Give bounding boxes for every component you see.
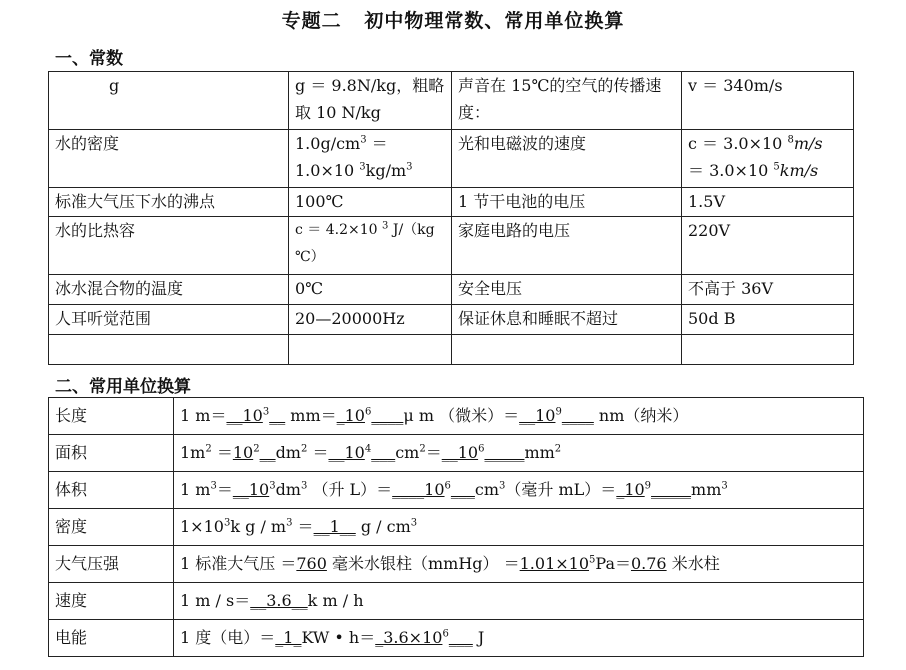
table-cell: c ＝ 3.0×10 $^8$m/s ＝ 3.0×10 $^5$km/s xyxy=(682,130,854,188)
unit-conversion-table xyxy=(48,397,864,657)
table-cell: 家庭电路的电压 xyxy=(452,217,682,275)
table-row xyxy=(49,72,854,130)
table-cell: 220V xyxy=(682,217,854,275)
table-cell: 电能 xyxy=(49,620,174,657)
constants-table xyxy=(48,71,854,365)
table-cell: 光和电磁波的速度 xyxy=(452,130,682,188)
table-row xyxy=(49,620,864,657)
table-cell: v ＝ 340m/s xyxy=(682,72,854,130)
table-cell: 水的密度 xyxy=(49,130,289,188)
table-cell: 安全电压 xyxy=(452,275,682,305)
table-cell: 冰水混合物的温度 xyxy=(49,275,289,305)
table-cell: 声音在 15℃的空气的传播速度： xyxy=(452,72,682,130)
table-row xyxy=(49,335,854,365)
table-cell: 1 $m^3=\_\_10^3dm^3$ （升 $L)=\_\_\_\_10^6\_\_\_cm^3$（毫升 $mL)=\_10^9\_\_\_\_\_mm^3$ xyxy=(174,472,864,509)
table-cell: 人耳听觉范围 xyxy=(49,305,289,335)
table-cell: 密度 xyxy=(49,509,174,546)
table-row xyxy=(49,509,864,546)
page-title: 专题二 初中物理常数、常用单位换算 xyxy=(281,10,625,32)
table-cell: 0℃ xyxy=(289,275,452,305)
table-cell: 1 标准大气压 ＝760 毫米水银柱（mmHg） $=1.01\times 10^5Pa=0.76$ 米水柱 xyxy=(174,546,864,583)
table-row xyxy=(49,305,854,335)
table-row xyxy=(49,546,864,583)
table-cell: $1\times 10^3k$ g / $m^3$ ＝__1__ g / $cm^3$ xyxy=(174,509,864,546)
table-cell xyxy=(682,335,854,365)
section-heading-constants: 一、常数 xyxy=(55,49,123,69)
table-row xyxy=(49,188,854,217)
table-cell: 20—20000Hz xyxy=(289,305,452,335)
table-cell: $1.0g/cm^3 =1.0\times 10$ $^3kg/m^3$ xyxy=(289,130,452,188)
table-cell: 水的比热容 xyxy=(49,217,289,275)
table-row xyxy=(49,472,864,509)
table-cell: c ＝ 4.2×10 $^3$ J/（kg ℃） xyxy=(289,217,452,275)
table-cell: 1 m / s＝__3.6__k m / h xyxy=(174,583,864,620)
table-cell xyxy=(452,335,682,365)
table-cell: 长度 xyxy=(49,398,174,435)
table-cell: 1 度（电）＝_1_KW • $h=\_3.6\times 10^6\_\_\_$ J xyxy=(174,620,864,657)
table-cell: 大气压强 xyxy=(49,546,174,583)
table-row xyxy=(49,130,854,188)
table-cell: g xyxy=(49,72,289,130)
table-row xyxy=(49,398,864,435)
table-cell: 不高于 36V xyxy=(682,275,854,305)
section-heading-units: 二、常用单位换算 xyxy=(55,377,191,397)
table-row xyxy=(49,435,864,472)
table-cell: 速度 xyxy=(49,583,174,620)
table-cell: 50d B xyxy=(682,305,854,335)
table-row xyxy=(49,583,864,620)
table-cell: 体积 xyxy=(49,472,174,509)
table-cell xyxy=(49,335,289,365)
table-cell: g ＝ 9.8N/kg，粗略取 10 N/kg xyxy=(289,72,452,130)
table-cell xyxy=(289,335,452,365)
table-cell: 保证休息和睡眠不超过 xyxy=(452,305,682,335)
table-cell: 1.5V xyxy=(682,188,854,217)
table-cell: 标准大气压下水的沸点 xyxy=(49,188,289,217)
table-row xyxy=(49,217,854,275)
table-cell: 100℃ xyxy=(289,188,452,217)
table-cell: 1 节干电池的电压 xyxy=(452,188,682,217)
table-row xyxy=(49,275,854,305)
table-cell: 1 $m=\_\_10^3\_\_$ $mm=\_10^6\_\_\_\_\mu$ m （微米）$=\_\_10^9\_\_\_\_$ nm（纳米） xyxy=(174,398,864,435)
table-cell: $1m^2$ $=10^2\_\_dm^2$ $=\_\_10^4\_\_\_cm^2=\_\_10^6\_\_\_\_\_mm^2$ xyxy=(174,435,864,472)
table-cell: 面积 xyxy=(49,435,174,472)
